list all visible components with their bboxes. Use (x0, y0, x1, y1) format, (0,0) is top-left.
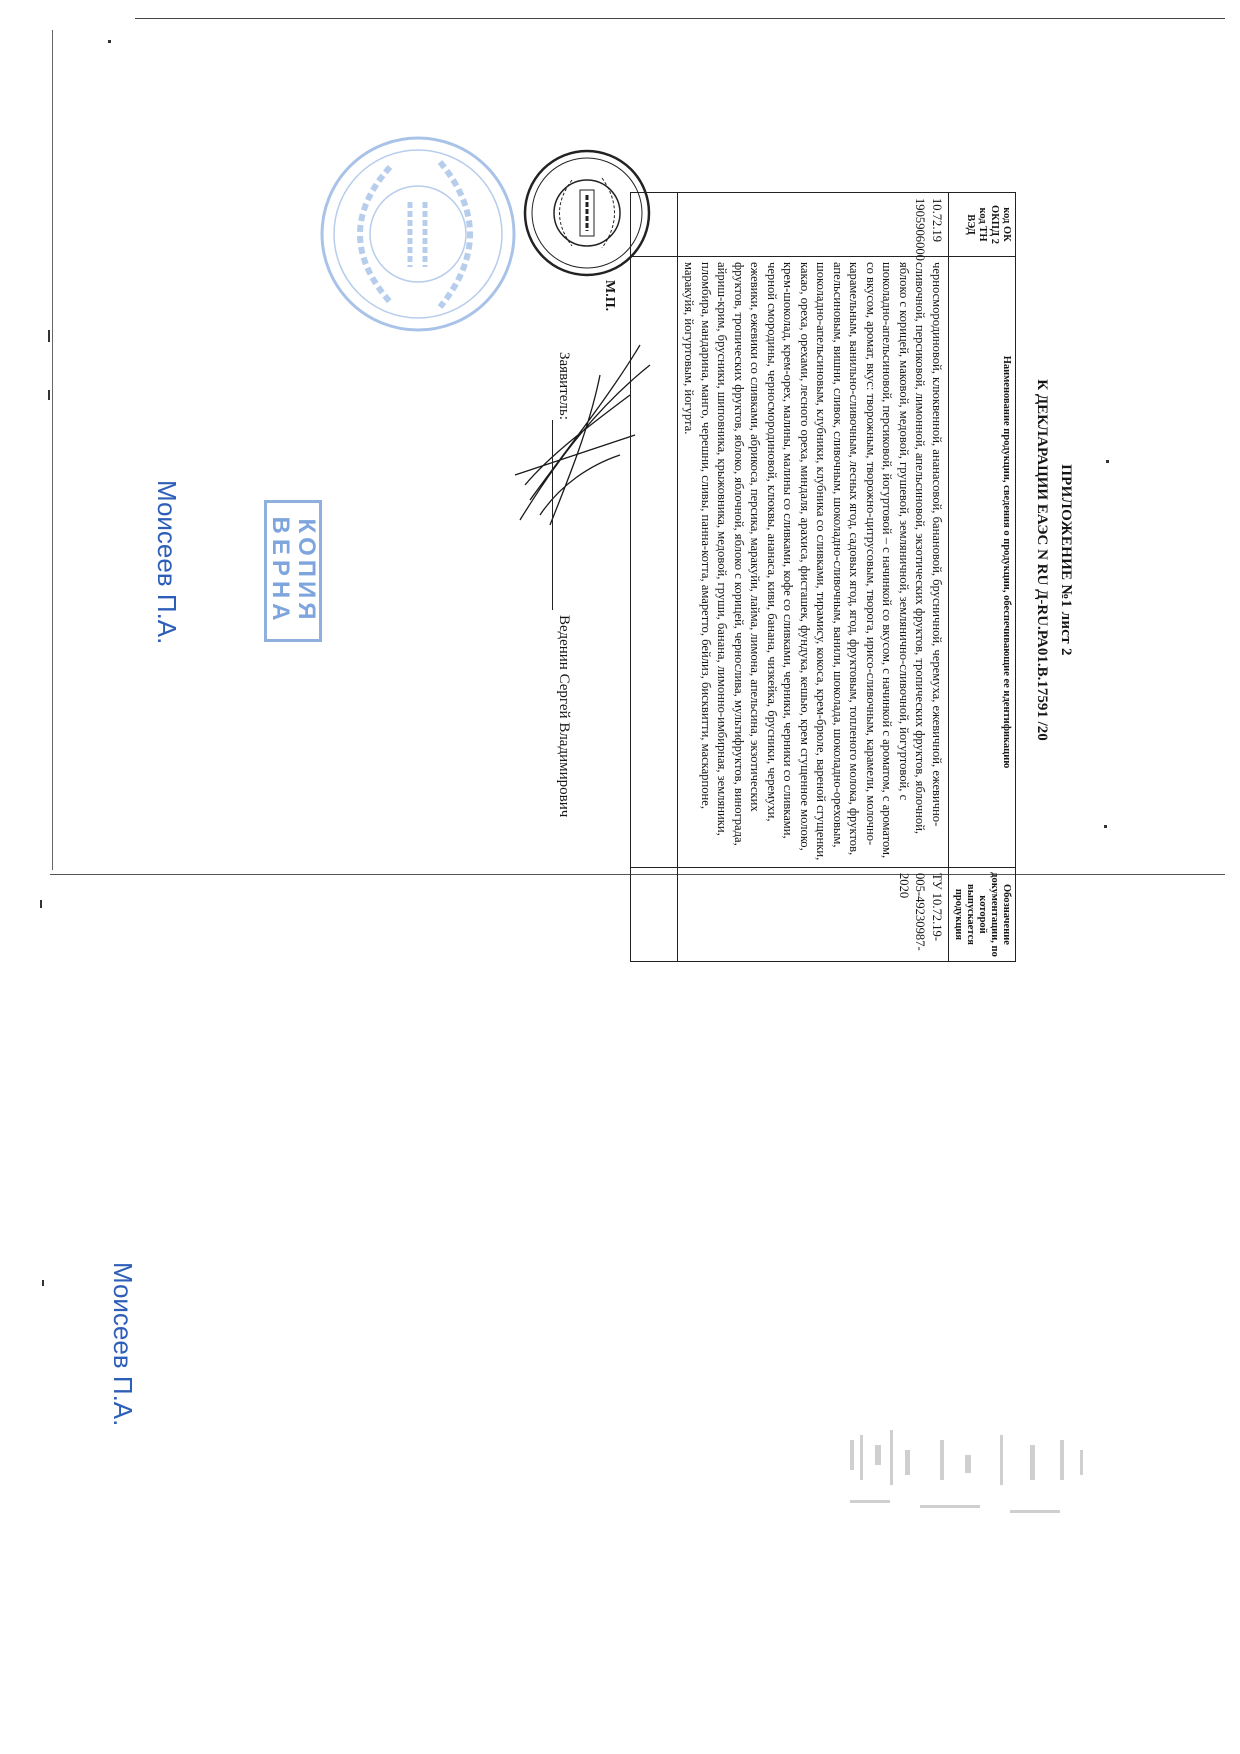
copy-stamp-line-1: КОПИЯ (293, 518, 320, 624)
header-code: код ОК ОКПД 2 код ТН ВЭД (948, 193, 1015, 257)
copy-certified-stamp (264, 500, 322, 642)
blue-seal-text-band (360, 162, 470, 307)
table-row-empty (630, 193, 677, 962)
document-subtitle: К ДЕКЛАРАЦИИ ЕАЭС N RU Д-RU.РА01.В.17591 /20 (1034, 379, 1050, 741)
scan-edge-top (135, 18, 1225, 19)
blue-seal-center-ring (370, 186, 466, 282)
applicant-label: Заявитель: (556, 352, 572, 420)
blue-seal-outer-ring (322, 138, 514, 330)
document-title: ПРИЛОЖЕНИЕ №1 лист 2 (1058, 464, 1074, 656)
tnved-code: 1905906000 (913, 198, 928, 261)
company-seal (522, 148, 652, 278)
declaration-page (40, 120, 1080, 1000)
applicant-name: Веденин Сергей Владимирович (556, 615, 572, 818)
code-cell (677, 193, 948, 261)
signature (510, 335, 660, 535)
signature-stroke (515, 345, 650, 525)
product-table (630, 192, 1016, 962)
scan-speck (1104, 825, 1107, 828)
blue-seal-inner-ring (334, 150, 502, 318)
scan-speck (108, 40, 111, 43)
blue-seal-center-text (410, 202, 425, 267)
okpd-code: 10.72.19 (929, 198, 944, 243)
certifier-annotation-lower: Моисеев П.А. (108, 1262, 138, 1427)
certifier-annotation: Моисеев П.А. (152, 480, 182, 645)
empty-cell (630, 868, 677, 962)
doc-designation: ТУ 10.72.19-005-49230987-2020 (677, 868, 948, 962)
scan-smudge (830, 1420, 1110, 1540)
table-header-row (948, 193, 1015, 962)
signature-line (552, 420, 553, 610)
header-product-name: Наименование продукции, сведения о продукции, обеспечивающие ее идентификацию (948, 257, 1015, 868)
header-documentation: Обозначение документации, по которой выпускается продукция (948, 868, 1015, 962)
scan-speck (42, 1280, 44, 1286)
stamp-place-label: М.П. (602, 280, 617, 312)
copy-stamp-line-2: ВЕРНА (267, 516, 294, 626)
scan-speck (1106, 460, 1109, 463)
blue-round-seal (315, 132, 520, 337)
product-description: черносмородиновой, клюквенной, ананасовой, банановой, брусничной, черемуха, ежевичной, ежевично-сливочной, персиковой, лимонной, апельсиновой, экзотических фруктов, тропических фруктов, яблочной, яблоко с корицей, маковой, медовой, грушевой, земляничной, землянично-сливочной, йогуртовой, с шоколадно-апельсиновой, персиковой, йогуртовой – с начинкой со вкусом, с начинкой с ароматом, с ароматом, со вкусом, аромат, вкус: творожным, творожно-цитрусовым, творога, ирисо-сливочным, карамели, молочно-карамельным, ванильно-сливочным, лесных ягод, садовых ягод, ягод, фруктовым, топленого молока, фруктов, апельсиновым, вишни, сливок, сливочным, шоколадно-сливочным, ванили, шоколада, шоколадно-ореховым, шоколадно-апельсиновым, клубники, клубника со сливками, тирамису, кокоса, крем-брюле, вареной сгущенки, какао, ореха, орехами, лесного ореха, миндаля, арахиса, фисташек, фундука, кешью, крем сгущенное молоко, крем-шоколад, крем-орех, малины, малины со сливками, кофе со сливками, черники, черники со сливками, черной смородины, черносмородиновой, клюквы, ананаса, киви, банана, чизкейка, брусники, черемухи, ежевики, ежевики со сливками, абрикоса, персика, маракуйи, лайма, лимона, апельсина, экзотических фруктов, тропических фруктов, яблоко, яблочной, яблоко с корицей, чернослива, мультифруктов, винограда, айриш-крим, брусники, шиповника, крыжовника, медовой, груши, банана, лимонно-имбирная, земляники, пломбира, мандарина, манго, черешни, сливы, панна-котта, амаретто, бейлиз, бисквитти, маскарпоне, маракуйя, йогуртовым, йогурта. (677, 257, 948, 868)
table-row (677, 193, 948, 962)
